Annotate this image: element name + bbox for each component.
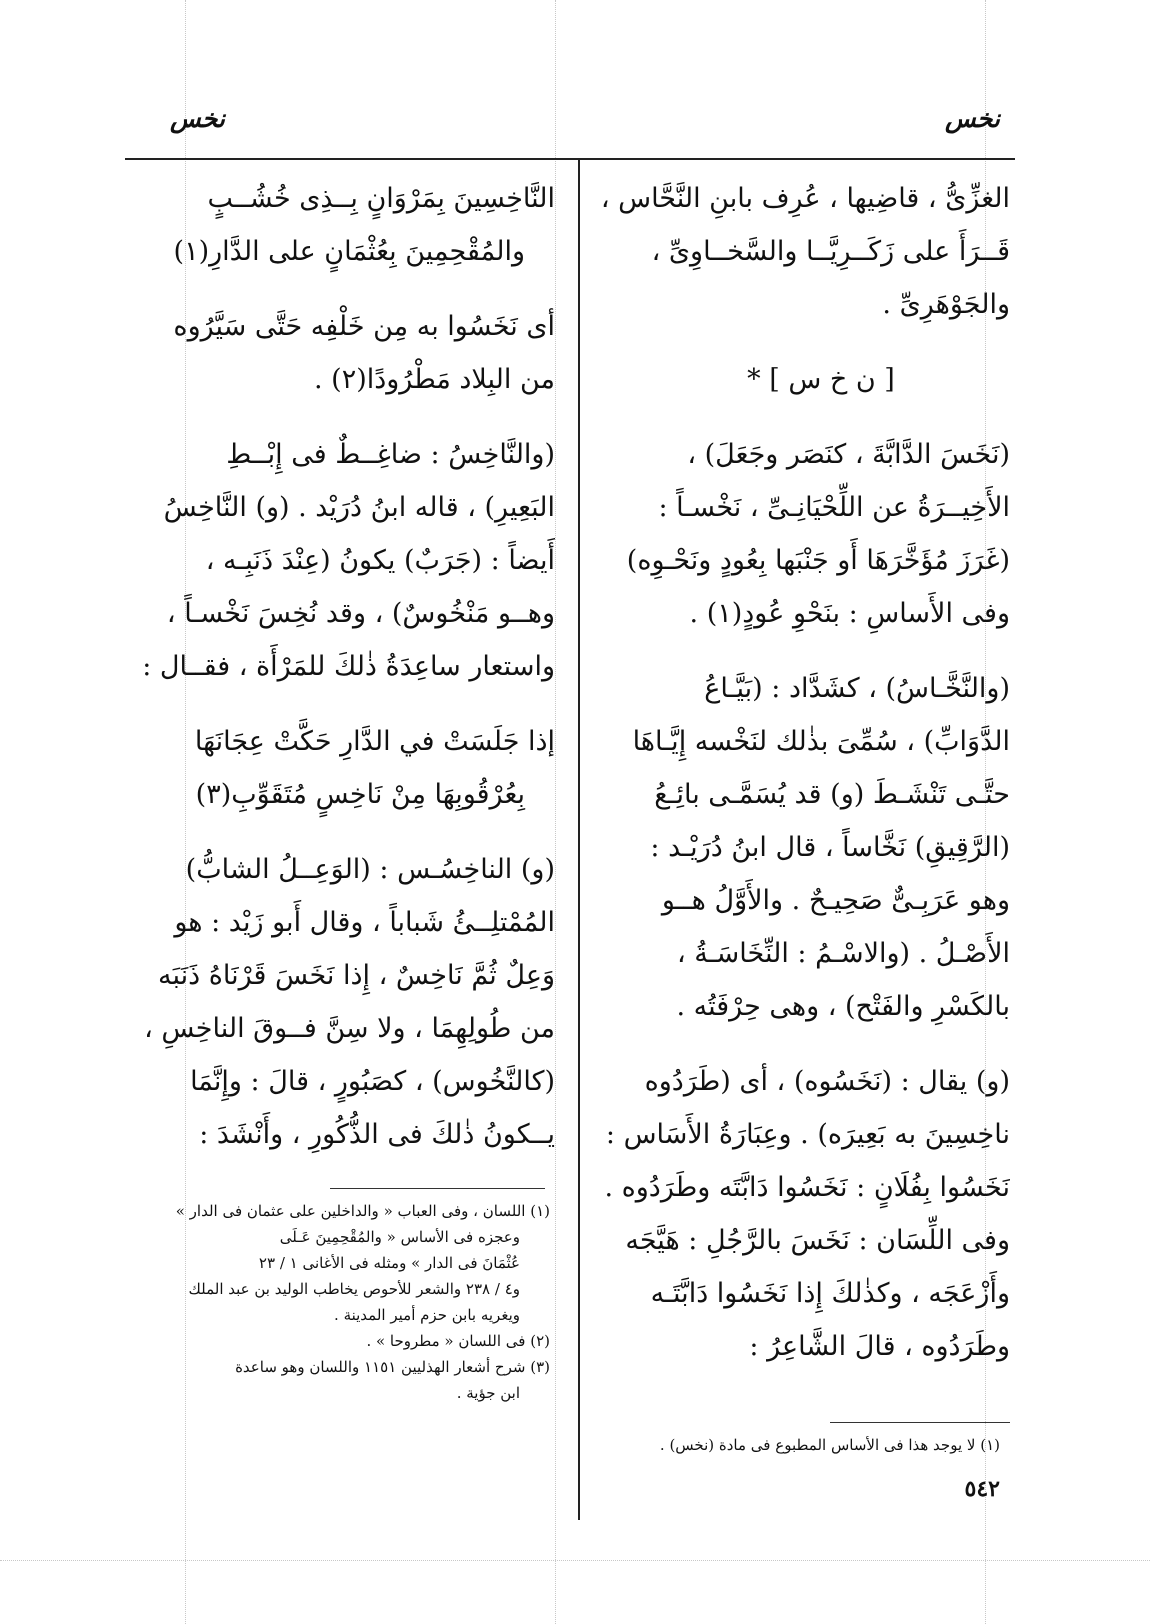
column-divider [578,158,580,1520]
text-line: أى نَخَسُوا به مِن خَلْفِه حَتَّى سَيَّرُوه [173,311,555,342]
text-line: (نَخَسَ الدَّابَّةَ ، كنَصَر وجَعَلَ) ، [687,439,1010,470]
text-line: يــكونُ ذٰلكَ فى الذُّكُورِ ، وأَنْشَدَ : [199,1119,555,1150]
footnote-rule [330,1188,545,1189]
text-line: من البِلاد مَطْرُودًا(٢) . [313,364,555,395]
text-line: واستعار ساعِدَةُ ذٰلكَ للمَرْأَة ، فقــال : [142,651,555,682]
text-line: الأَخِيــرَةُ عن اللِّحْيَانِـىِّ ، نَخْسـاً : [658,492,1010,523]
scan-guide-line [0,1560,1150,1561]
text-line: (والنَّخَّـاسُ) ، كشَدَّاد : (بَيَّـاعُ [704,673,1010,704]
footnote: (١) اللسان ، وفى العباب « والداخلين على عثمان فى الدار » [175,1202,550,1220]
text-line: وفى الأَساسِ : بنَحْوِ عُودٍ(١) . [689,598,1010,629]
text-line: وفى اللِّسَان : نَخَسَ بالرَّجُلِ : هَيَّجَه [625,1225,1010,1256]
text-line: البَعِيرِ) ، قاله ابنُ دُرَيْد . (و) النَّاخِسُ [163,492,555,523]
text-line: حتَّـى تَنْشَـطَ (و) قد يُسَمَّـى بائِـعُ [654,779,1010,810]
text-line: وَعِلٌ ثُمَّ نَاخِسٌ ، إِذا نَخَسَ قَرْنَاهُ ذَنَبَه [158,960,555,991]
verse [125,715,555,821]
entry-heading: [ ن خ س ] * [747,364,895,395]
text-line: نَخَسُوا بِفُلَانٍ : نَخَسُوا دَابَّتَه وطَرَدُوه . [604,1172,1010,1203]
paragraph [125,843,555,1161]
footnote: و٤ / ٢٣٨ والشعر للأحوص يخاطب الوليد بن عبد الملك [188,1280,520,1298]
text-line: قَــرَأَ على زَكَــرِيَّــا والسَّخــاوِىِّ ، [651,236,1010,267]
verse-line: والمُقْحِمِينَ بِعُثْمَانٍ على الدَّارِ(١) [173,236,525,267]
footnotes-right [600,1432,1000,1458]
verse-line: بِعُرْقُوبِهَا مِنْ نَاخِسٍ مُتَقَوِّبِ(٣) [195,779,525,810]
text-line: (و) الناخِسُـس : (الوَعِــلُ الشابُّ) [185,854,555,885]
text-line: الدَّوَابِّ) ، سُمِّىَ بذٰلك لنَخْسه إِيَّـاهَا [632,726,1010,757]
paragraph [125,300,555,406]
text-line: الأَصْـلُ . (والاسْـمُ : النِّخَاسَـةُ ، [676,938,1010,969]
running-head-right: نخس [945,104,1000,133]
text-line: وأَزْعَجَه ، وكذٰلكَ إِذا نَخَسُوا دَابَّتَـه [650,1278,1010,1309]
text-line: من طُولِهِمَا ، ولا سِنَّ فــوقَ الناخِسِ ، [144,1013,555,1044]
text-line: (الرَّقِيقِ) نَخَّاساً ، قال ابنُ دُرَيْـد : [650,832,1010,863]
text-line: وهــو مَنْخُوسٌ) ، وقد نُخِسَ نَخْسـاً ، [166,598,555,629]
text-line: وطَرَدُوه ، قالَ الشَّاعِرُ : [749,1331,1010,1362]
footnote: وعجزه فى الأساس « والمُقْحِمِينَ عَـلَى [279,1228,520,1246]
text-line: المُمْتلِــئُ شَباباً ، وقال أَبو زَيْد : هو [174,907,555,938]
text-line: بالكَسْرِ والفَتْح) ، وهى حِرْفَتُه . [676,991,1010,1022]
scan-guide-line [555,0,556,1624]
footnote: (٣) شرح أشعار الهذليين ١١٥١ واللسان وهو ساعدة [235,1358,550,1376]
header-rule [125,158,1015,160]
footnote: عُثْمَانَ فى الدار » ومثله فى الأغانى ١ / ٢٣ [258,1254,520,1272]
verse-line: النَّاخِسِينَ بِمَرْوَانٍ بِــذِى خُشُــبٍ [207,183,555,214]
footnote: (٢) فى اللسان « مطروحا » . [366,1332,550,1350]
left-column [125,172,555,1161]
verse-line: إذا جَلَسَتْ في الدَّارِ حَكَّتْ عِجَانَهَا [194,726,555,757]
text-line: الغزِّىُّ ، قاضِيها ، عُرِف بابنِ النَّحَّاس ، [600,183,1010,214]
text-line: (و) يقال : (نَخَسُوه) ، أى (طَرَدُوه [644,1066,1010,1097]
text-line: (كالنَّخُوس) ، كصَبُورٍ ، قالَ : وإِنَّمَا [190,1066,555,1097]
paragraph [592,172,1010,331]
text-line: والجَوْهَرِىِّ . [882,289,1010,320]
text-line: وهو عَرَبِـىٌّ صَحِيـحٌ . والأَوَّلُ هــو [661,885,1010,916]
page-number: ٥٤٢ [964,1476,1000,1502]
paragraph [592,428,1010,640]
text-line: ناخِسِينَ به بَعِيرَه) . وعِبَارَةُ الأَسَاس : [605,1119,1010,1150]
text-line: (غَرَزَ مُؤَخَّرَهَا أَو جَنْبَها بِعُودٍ ونَحْـوِه) [626,545,1010,576]
footnotes-left [125,1198,550,1406]
footnote-rule [830,1422,1010,1423]
paragraph [592,1055,1010,1373]
footnote: ابن جؤية . [456,1384,520,1402]
running-head-left: نخس [170,104,225,133]
text-line: (والنَّاخِسُ : ضاغِــطٌ فى إِبْــطِ [226,439,555,470]
right-column [592,172,1010,1373]
verse [125,172,555,278]
footnote: ويغريه بابن حزم أمير المدينة . [334,1306,520,1324]
paragraph [592,662,1010,1033]
text-line: أَيضاً : (جَرَبٌ) يكونُ (عِنْدَ ذَنَبِـه ، [205,545,555,576]
footnote: (١) لا يوجد هذا فى الأساس المطبوع فى مادة (نخس) . [659,1436,1000,1454]
paragraph [125,428,555,693]
